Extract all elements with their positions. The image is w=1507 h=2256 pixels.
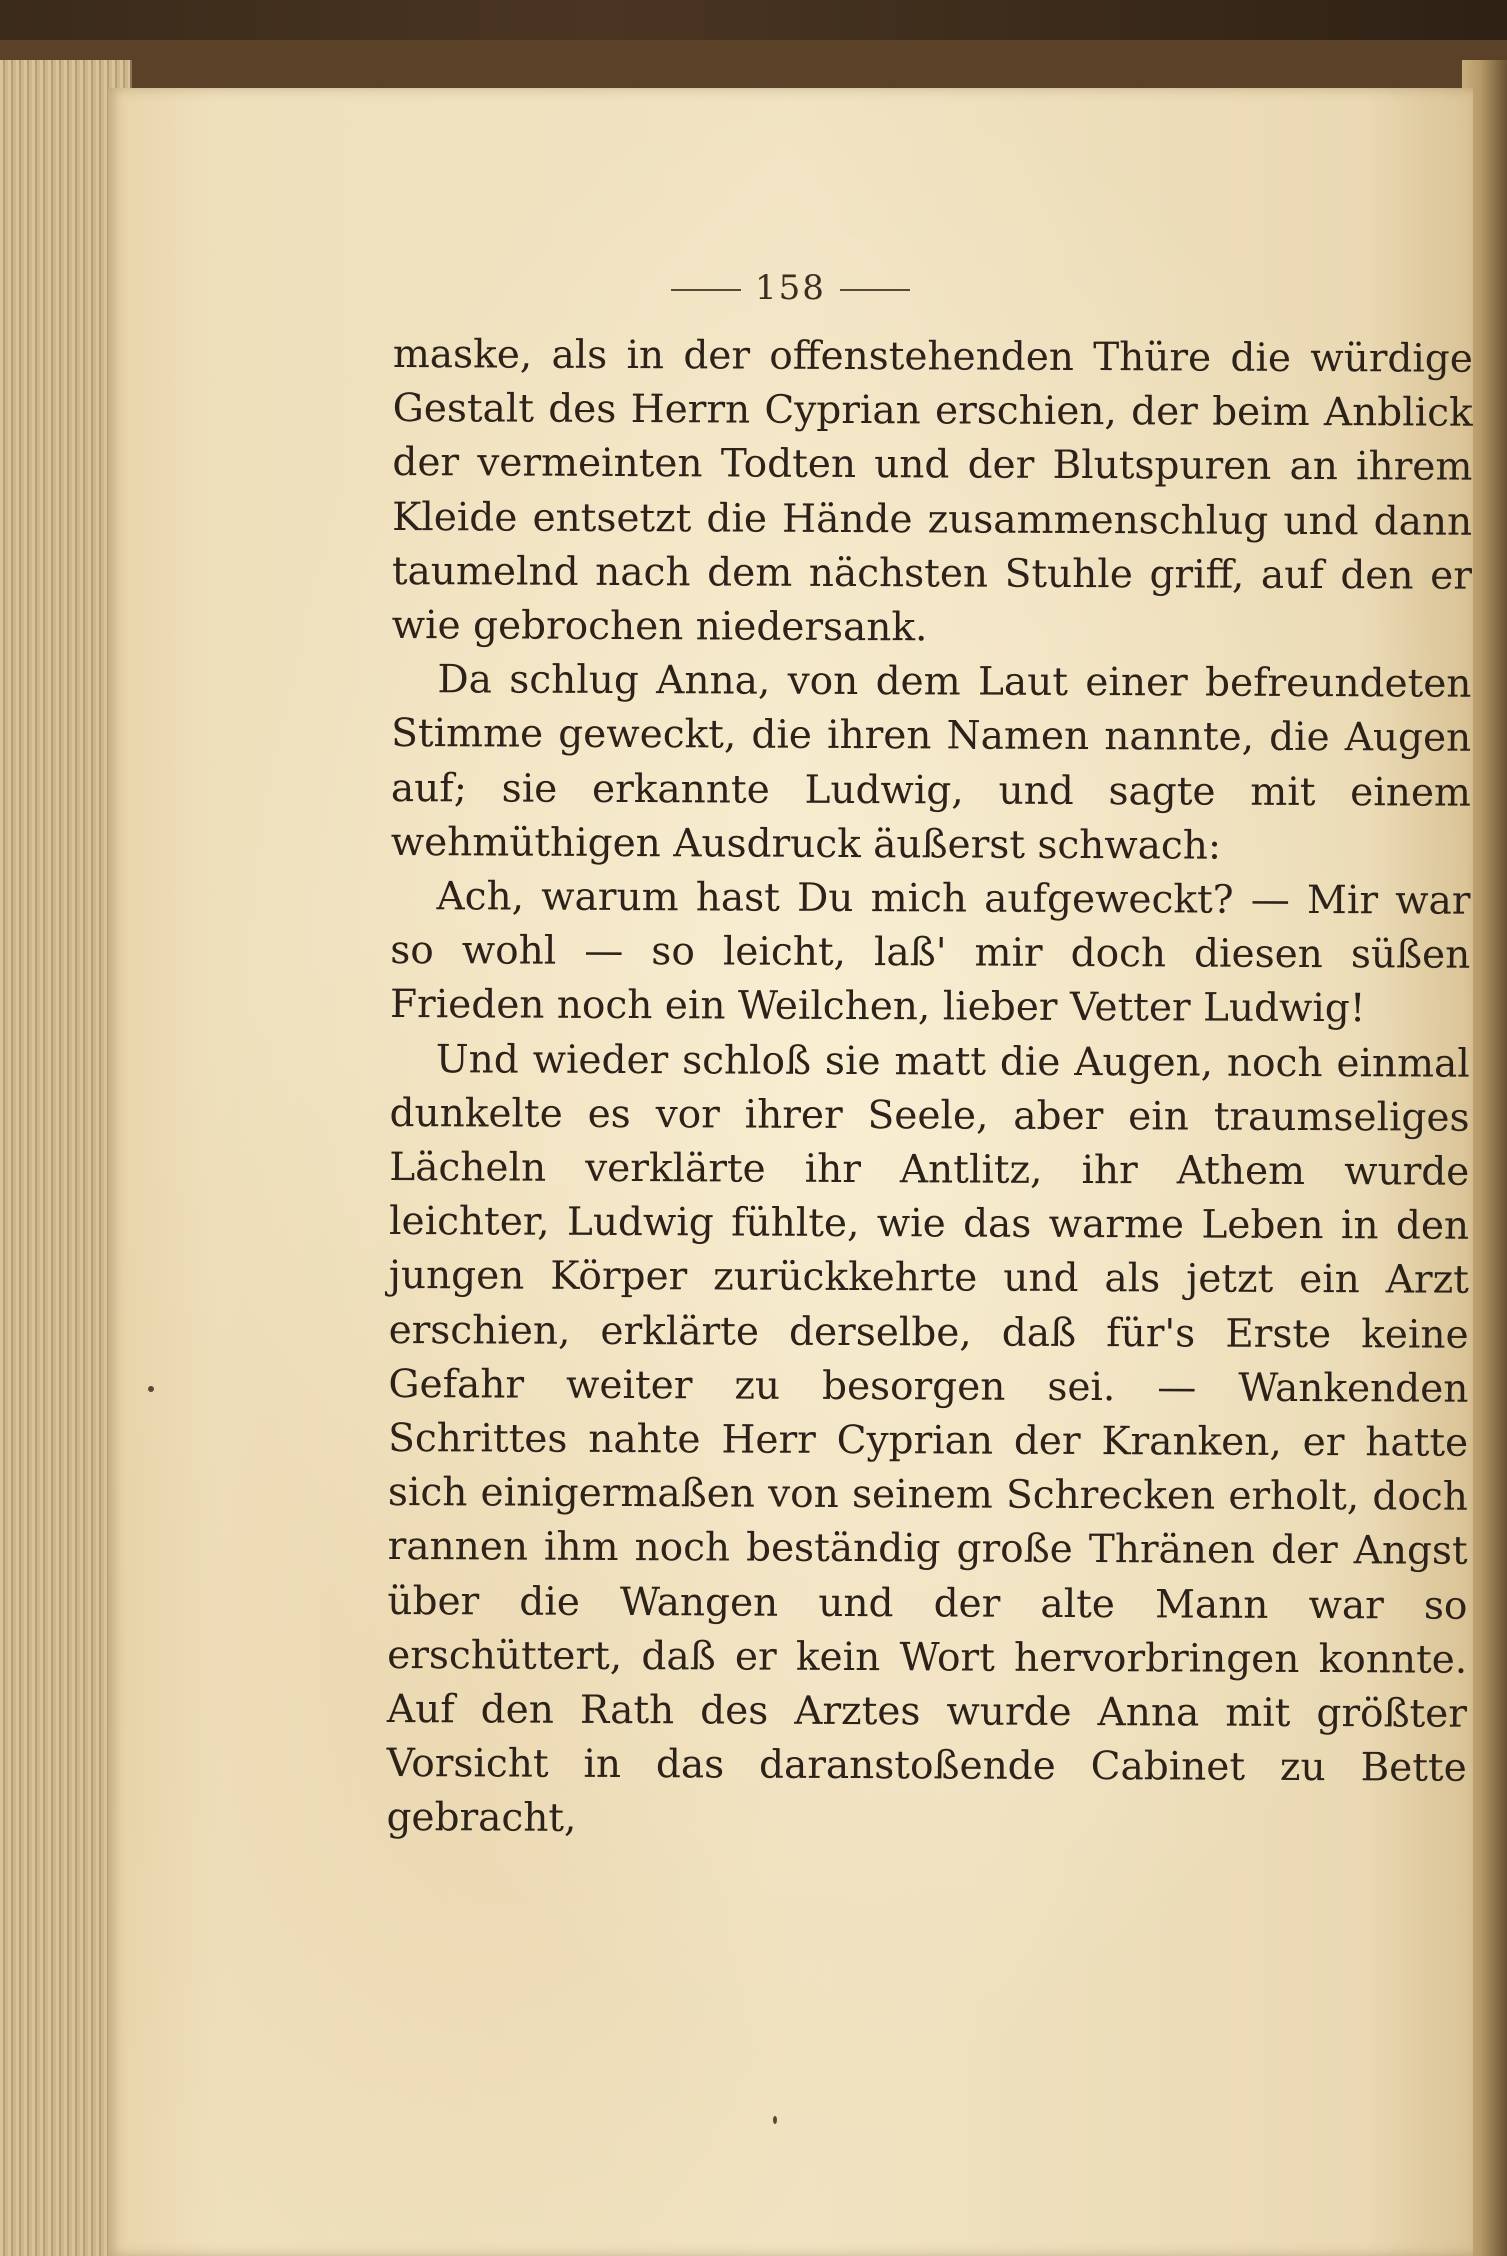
paragraph: Da schlug Anna, von dem Laut einer befreundeten Stimme geweckt, die ihren Namen nannte, die Augen auf; sie erkannte Ludwig, und sagte mit einem wehmüthigen Ausdruck äußerst schwach: xyxy=(390,657,1472,869)
paper-speck xyxy=(773,2116,777,2124)
paragraph: Und wieder schloß sie matt die Augen, noch einmal dunkelte es vor ihrer Seele, aber ein traumseliges Lächeln verklärte ihr Antlitz, ihr Athem wurde leichter, Ludwig fühlte, wie das warme Leben in den jungen Körper zurückkehrte und als jetzt ein Arzt erschien, erklärte derselbe, daß für's Erste keine Gefahr weiter zu besorgen sei. — Wankenden Schrittes nahte Herr Cyprian der Kranken, er hatte sich einigermaßen von seinem Schrecken erholt, doch rannen ihm noch beständig große Thränen der Angst über die Wangen und der alte Mann war so erschüttert, daß er kein Wort hervorbringen konnte. Auf den Rath des Arztes wurde Anna mit größter Vorsicht in das daranstoßende Cabinet zu Bette gebracht, xyxy=(386,1036,1470,1842)
header-ornament-right xyxy=(840,289,910,291)
page-body xyxy=(386,328,1473,1850)
paragraph: maske, als in der offenstehenden Thüre die würdige Gestalt des Herrn Cyprian erschien, der beim Anblick der vermeinten Todten und der Blutspuren an ihrem Kleide entsetzt die Hände zusammenschlug und dann taumelnd nach dem nächsten Stuhle griff, auf den er wie gebrochen niedersank. xyxy=(391,331,1473,651)
header-ornament-left xyxy=(671,289,741,291)
book-page xyxy=(108,88,1473,2256)
paragraph: Ach, warum hast Du mich aufgeweckt? — Mir war so wohl — so leicht, laß' mir doch diesen süßen Frieden noch ein Weilchen, lieber Vetter Ludwig! xyxy=(389,874,1471,1032)
page-header xyxy=(108,268,1473,308)
page-number: 158 xyxy=(755,268,826,308)
paper-speck xyxy=(148,1386,154,1392)
